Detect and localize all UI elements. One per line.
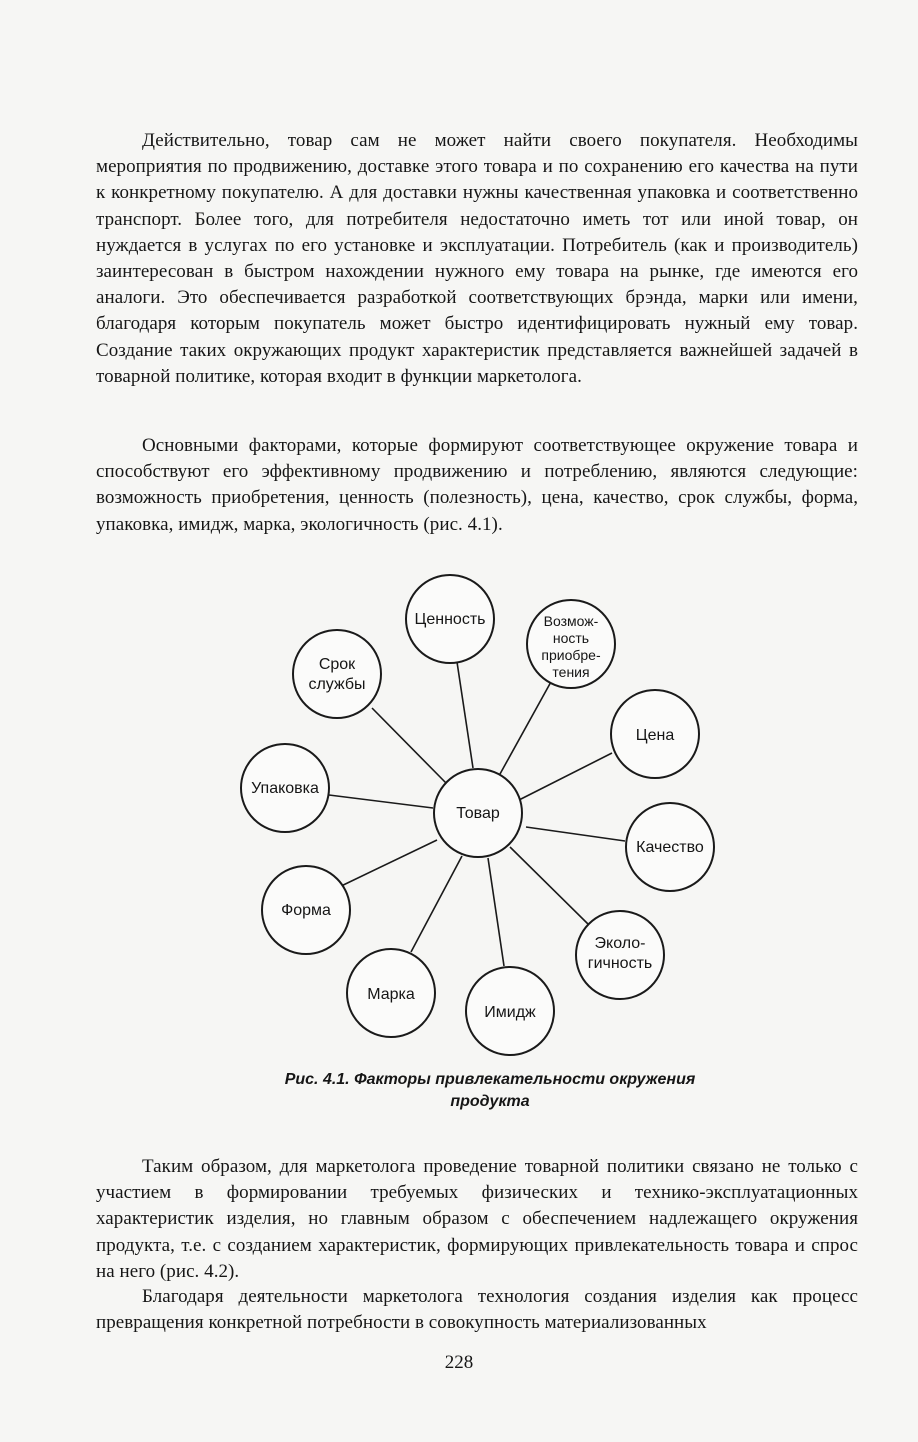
connector-imidzh xyxy=(488,858,504,966)
page-number: 228 xyxy=(444,1352,474,1373)
node-label: службы xyxy=(308,676,366,693)
connector-srok xyxy=(372,708,446,783)
node-label: Форма xyxy=(281,902,331,919)
node-imidzh xyxy=(466,967,554,1055)
paragraph: Благодаря деятельности маркетолога технология создания изделия как процесс превращения конкретной потребности в совокупность материализованных xyxy=(96,1286,858,1334)
paragraph: Основными факторами, которые формируют соответствующее окружение товара и способствуют его эффективному продвижению и потреблению, являются следующие: возможность приобретения, ценность (полезность), цена, качество, срок службы, форма, упаковка, имидж, марка, экологичность (рис. 4.1). xyxy=(96,435,858,535)
figure-caption: продукта xyxy=(450,1093,530,1110)
node-label: Ценность xyxy=(414,611,486,628)
connector-forma xyxy=(335,840,437,889)
connector-cena xyxy=(519,753,612,800)
node-label: Имидж xyxy=(484,1004,536,1021)
node-label: Возмож- xyxy=(543,613,599,629)
node-cena xyxy=(611,690,699,778)
node-kachestvo xyxy=(626,803,714,891)
node-label: Качество xyxy=(636,839,704,856)
node-label: Товар xyxy=(456,805,500,822)
node-label: тения xyxy=(552,664,590,680)
figure-caption: Рис. 4.1. Факторы привлекательности окружения xyxy=(284,1071,696,1088)
node-ekologichnost xyxy=(576,911,664,999)
connector-kachestvo xyxy=(526,827,625,841)
connector-cennost xyxy=(457,662,473,768)
node-upakovka xyxy=(241,744,329,832)
node-label: Срок xyxy=(318,656,356,673)
node-forma xyxy=(262,866,350,954)
node-vozmozhnost xyxy=(527,600,615,688)
connector-upakovka xyxy=(329,795,433,808)
connector-vozmozhnost xyxy=(500,680,552,774)
node-center xyxy=(434,769,522,857)
node-cennost xyxy=(406,575,494,663)
connector-marka xyxy=(411,856,462,952)
node-label: Цена xyxy=(635,727,675,744)
node-srok xyxy=(293,630,381,718)
node-label: Марка xyxy=(367,986,415,1003)
node-label: Упаковка xyxy=(251,780,319,797)
node-label: приобре- xyxy=(541,647,601,663)
paragraph: Таким образом, для маркетолога проведение товарной политики связано не только с участием в формировании требуемых физических и технико-эксплуатационных характеристик изделия, но главным образом с обеспечением надлежащего окружения продукта, т.е. с созданием характеристик, формирующих привлекательность товара и спрос на него (рис. 4.2). xyxy=(96,1156,858,1282)
product-factors-diagram xyxy=(0,555,918,1065)
node-label: ность xyxy=(552,630,590,646)
paragraph: Действительно, товар сам не может найти своего покупателя. Необходимы мероприятия по продвижению, доставке этого товара и по сохранению его качества на пути к конкретному покупателю. А для доставки нужны качественная упаковка и соответственно транспорт. Более того, для потребителя недостаточно иметь тот или иной товар, он нуждается в услугах по его установке и эксплуатации. Потребитель (как и производитель) заинтересован в быстром нахождении нужного ему товара на рынке, где имеются его аналоги. Это обеспечивается разработкой соответствующих брэнда, марки или имени, благодаря которым покупатель может быстро идентифицировать нужный ему товар. Создание таких окружающих продукт характеристик представляется важнейшей задачей в товарной политике, которая входит в функции маркетолога. xyxy=(96,130,858,387)
node-label: гичность xyxy=(587,955,653,972)
node-label: Эколо- xyxy=(594,935,646,952)
connector-ekologichnost xyxy=(510,847,589,925)
node-marka xyxy=(347,949,435,1037)
